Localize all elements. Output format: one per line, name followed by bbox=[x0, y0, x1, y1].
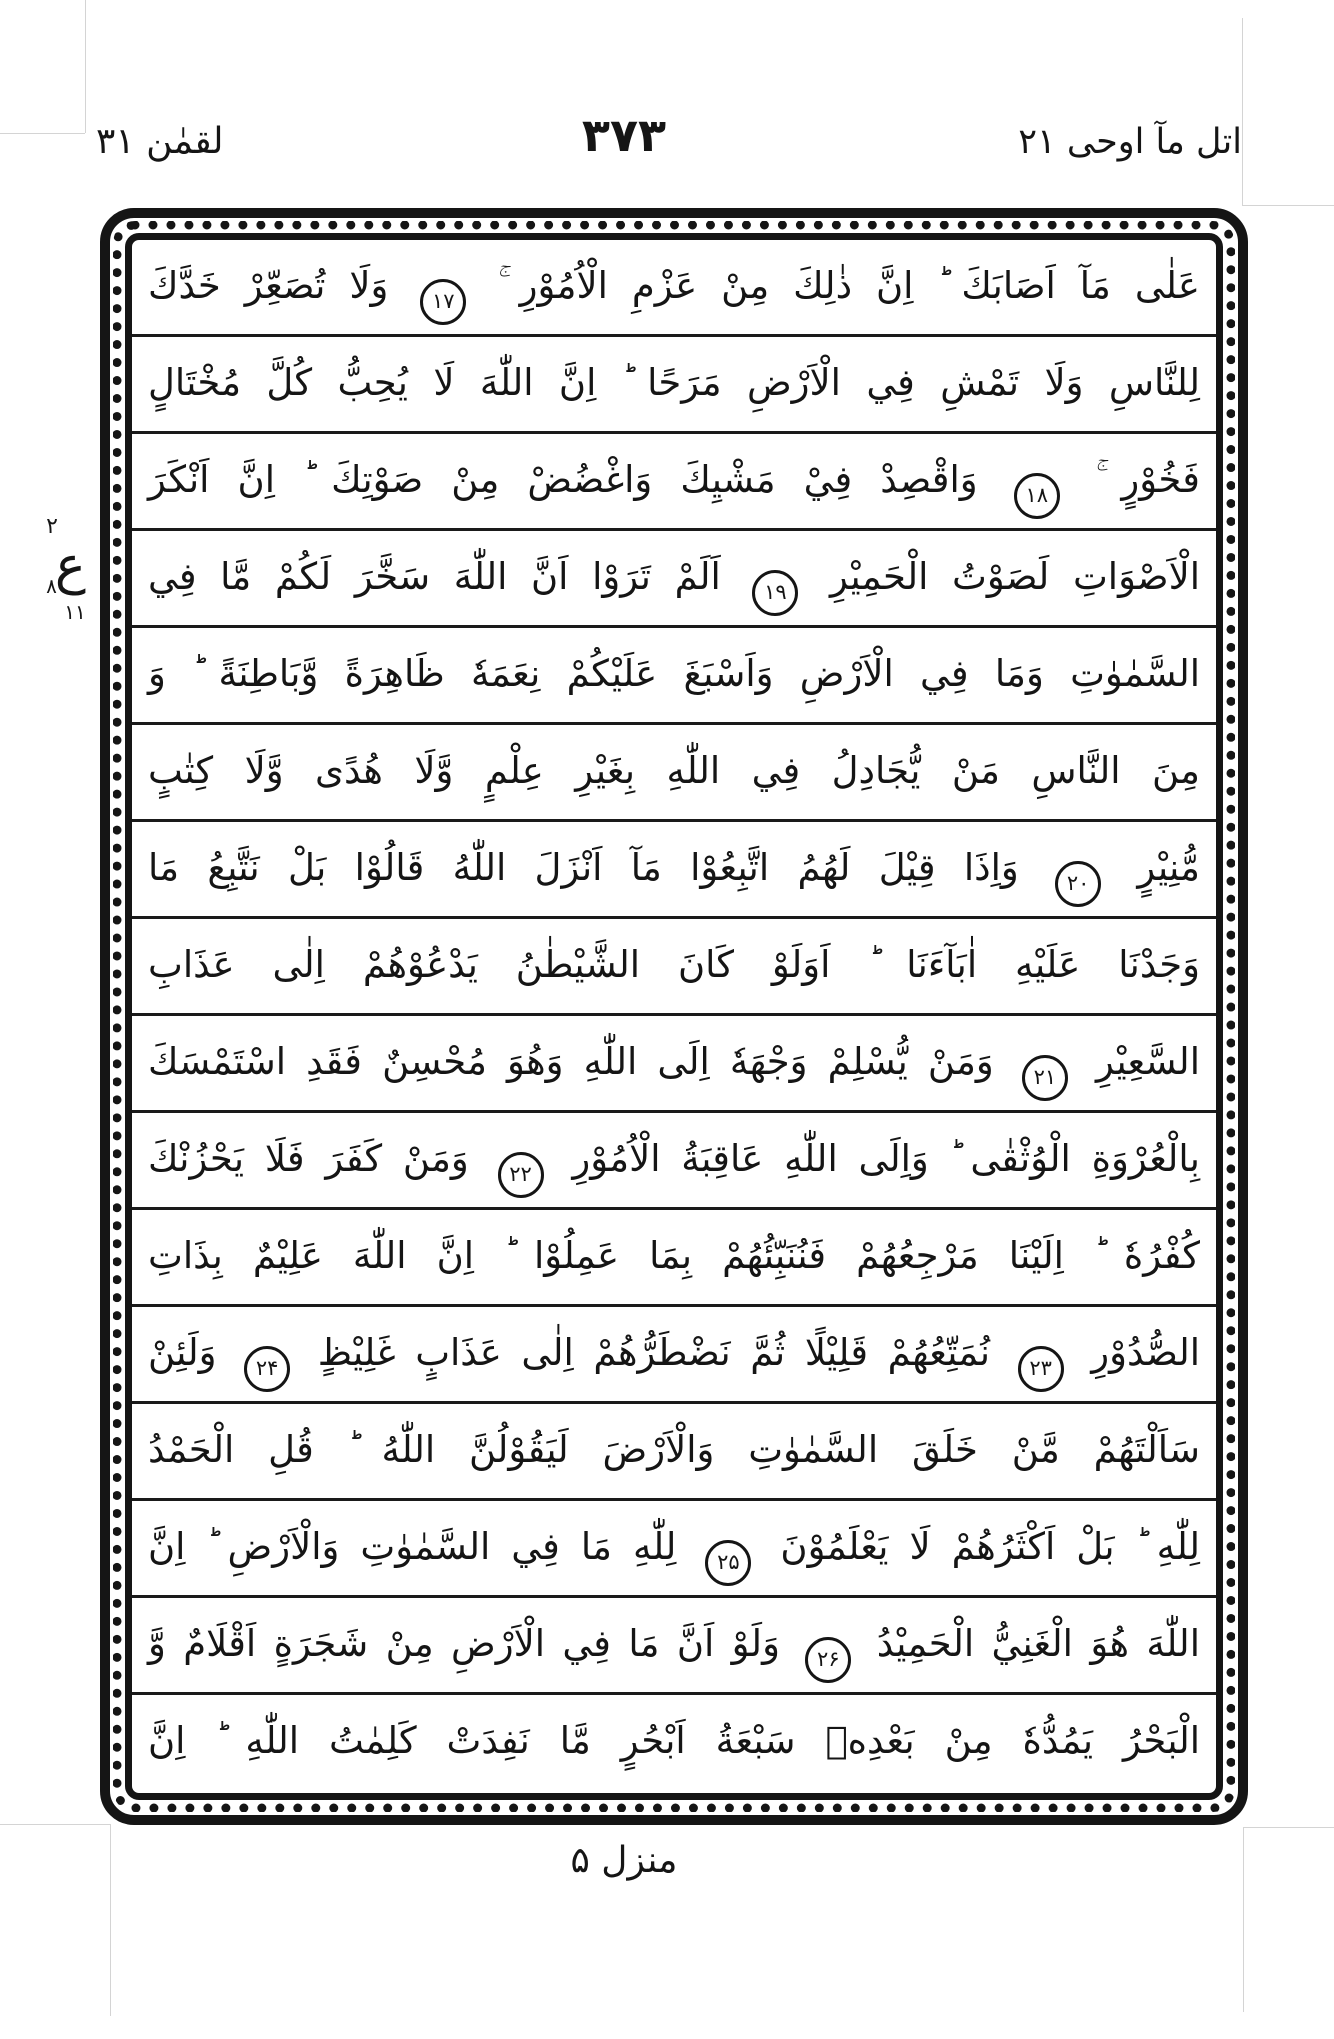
manzil-footer: منزل ۵ bbox=[570, 1840, 678, 1881]
ayah-number-marker: ۲۶ bbox=[805, 1637, 851, 1683]
quran-line: وَجَدْنَا عَلَيْهِ اٰبَآءَنَا ؕ اَوَلَوْ كَانَ الشَّيْطٰنُ يَدْعُوْهُمْ اِلٰى عَذَابِ bbox=[132, 919, 1216, 1016]
quran-line: عَلٰى مَآ اَصَابَكَ ؕ اِنَّ ذٰلِكَ مِنْ عَزْمِ الْاُمُوْرِ ۚ ۱۷ وَلَا تُصَعِّرْ خَدَّكَ bbox=[132, 240, 1216, 337]
guide-line bbox=[1243, 1827, 1334, 1828]
page-number: ۳۷۳ bbox=[581, 108, 667, 162]
surah-name-header: لقمٰن ۳۱ bbox=[96, 121, 224, 162]
juz-name-header: اتل مآ اوحی ۲۱ bbox=[1018, 122, 1242, 162]
quran-line: لِلّٰهِ ؕ بَلْ اَكْثَرُهُمْ لَا يَعْلَمُوْنَ ۲۵ لِلّٰهِ مَا فِي السَّمٰوٰتِ وَالْاَرْضِ ؕ اِنَّ bbox=[132, 1501, 1216, 1598]
quran-line: الصُّدُوْرِ ۲۳ نُمَتِّعُهُمْ قَلِيْلًا ثُمَّ نَضْطَرُّهُمْ اِلٰى عَذَابٍ غَلِيْظٍ ۲۴ وَلَئِنْ bbox=[132, 1307, 1216, 1404]
quran-line: بِالْعُرْوَةِ الْوُثْقٰى ؕ وَاِلَى اللّٰهِ عَاقِبَةُ الْاُمُوْرِ ۲۲ وَمَنْ كَفَرَ فَلَا يَحْزُنْكَ bbox=[132, 1113, 1216, 1210]
guide-line bbox=[1242, 205, 1334, 206]
quran-line: سَاَلْتَهُمْ مَّنْ خَلَقَ السَّمٰوٰتِ وَالْاَرْضَ لَيَقُوْلُنَّ اللّٰهُ ؕ قُلِ الْحَمْدُ bbox=[132, 1404, 1216, 1501]
ayah-number-marker: ۱۸ bbox=[1014, 473, 1060, 519]
ruku-number-bottom: ۱۱ bbox=[64, 600, 86, 624]
ornamental-bead-border bbox=[113, 221, 1235, 1812]
quran-text-box bbox=[100, 208, 1248, 1825]
quran-line: مُّنِيْرٍ ۲۰ وَاِذَا قِيْلَ لَهُمُ اتَّبِعُوْا مَآ اَنْزَلَ اللّٰهُ قَالُوْا بَلْ نَتَّبِعُ مَا bbox=[132, 822, 1216, 919]
ayah-number-marker: ۲۴ bbox=[244, 1346, 290, 1392]
ayah-number-marker: ۲۲ bbox=[498, 1152, 544, 1198]
quran-line: كُفْرُهٗ ؕ اِلَيْنَا مَرْجِعُهُمْ فَنُنَبِّئُهُمْ بِمَا عَمِلُوْا ؕ اِنَّ اللّٰهَ عَلِيْمٌ بِذَاتِ bbox=[132, 1210, 1216, 1307]
quran-line: فَخُوْرٍ ۚ ۱۸ وَاقْصِدْ فِيْ مَشْيِكَ وَاغْضُضْ مِنْ صَوْتِكَ ؕ اِنَّ اَنْكَرَ bbox=[132, 434, 1216, 531]
inner-frame bbox=[125, 233, 1223, 1800]
ruku-number-top: ۲ bbox=[46, 514, 58, 539]
ruku-marker bbox=[34, 516, 96, 622]
quran-line: لِلنَّاسِ وَلَا تَمْشِ فِي الْاَرْضِ مَرَحًا ؕ اِنَّ اللّٰهَ لَا يُحِبُّ كُلَّ مُخْتَالٍ bbox=[132, 337, 1216, 434]
ayah-number-marker: ۲۱ bbox=[1022, 1055, 1068, 1101]
quran-line: السَّعِيْرِ ۲۱ وَمَنْ يُّسْلِمْ وَجْهَهٗ اِلَى اللّٰهِ وَهُوَ مُحْسِنٌ فَقَدِ اسْتَمْسَكَ bbox=[132, 1016, 1216, 1113]
ayah-number-marker: ۲۰ bbox=[1055, 861, 1101, 907]
ain-ruku-symbol: ع۸ bbox=[46, 536, 86, 598]
quran-line: السَّمٰوٰتِ وَمَا فِي الْاَرْضِ وَاَسْبَغَ عَلَيْكُمْ نِعَمَهٗ ظَاهِرَةً وَّبَاطِنَةً ؕ وَ bbox=[132, 628, 1216, 725]
ayah-number-marker: ۱۷ bbox=[420, 279, 466, 325]
ayah-number-marker: ۲۳ bbox=[1018, 1346, 1064, 1392]
quran-line: مِنَ النَّاسِ مَنْ يُّجَادِلُ فِي اللّٰهِ بِغَيْرِ عِلْمٍ وَّلَا هُدًى وَّلَا كِتٰبٍ bbox=[132, 725, 1216, 822]
quran-line: الْبَحْرُ يَمُدُّهٗ مِنْ بَعْدِهٖ سَبْعَةُ اَبْحُرٍ مَّا نَفِدَتْ كَلِمٰتُ اللّٰهِ ؕ اِنَّ bbox=[148, 1719, 1200, 1762]
guide-line bbox=[0, 1824, 110, 1825]
ayah-number-marker: ۱۹ bbox=[752, 570, 798, 616]
ayah-number-marker: ۲۵ bbox=[705, 1540, 751, 1586]
quran-line: اللّٰهَ هُوَ الْغَنِيُّ الْحَمِيْدُ ۲۶ وَلَوْ اَنَّ مَا فِي الْاَرْضِ مِنْ شَجَرَةٍ اَقْلَامٌ وَّ bbox=[132, 1598, 1216, 1695]
ruku-number-middle: ۸ bbox=[46, 574, 57, 598]
quran-line: الْاَصْوَاتِ لَصَوْتُ الْحَمِيْرِ ۱۹ اَلَمْ تَرَوْا اَنَّ اللّٰهَ سَخَّرَ لَكُمْ مَّا فِي bbox=[132, 531, 1216, 628]
